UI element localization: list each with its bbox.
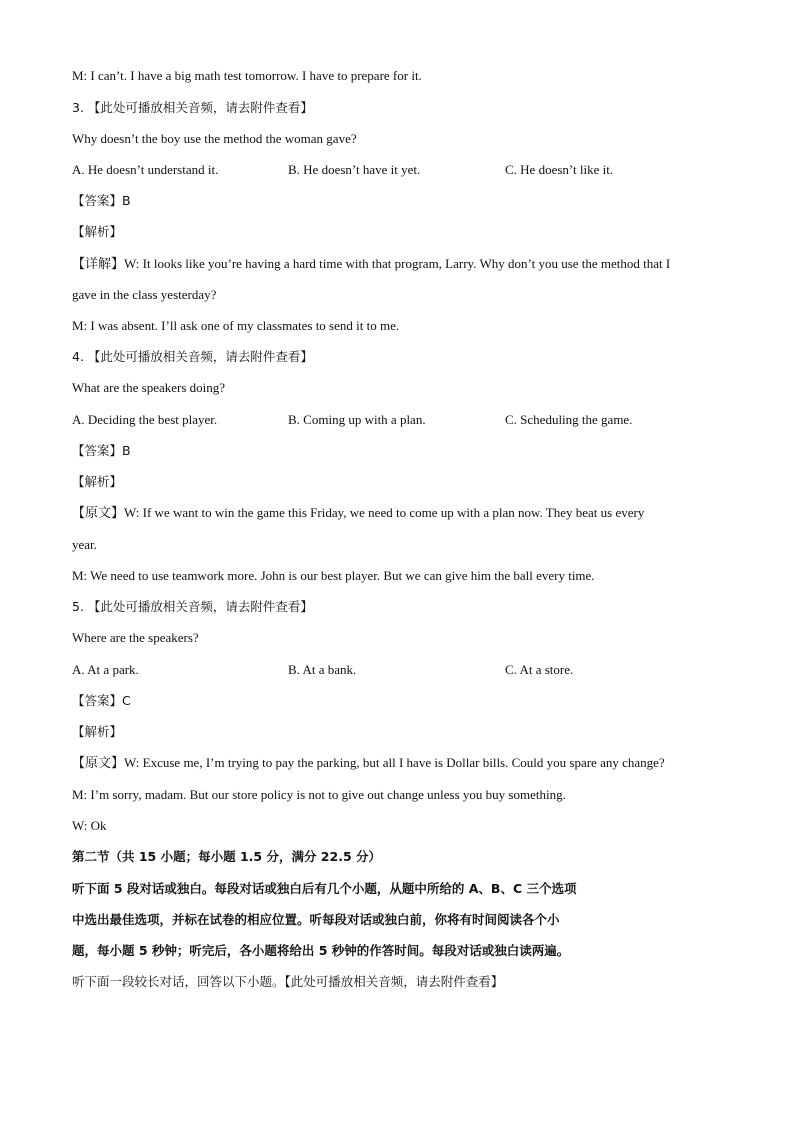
transcript-line: 【原文】W: Excuse me, I’m trying to pay the parking, but all I have is Dollar bills. Could you spare any change? (72, 755, 665, 770)
question-3-heading[interactable]: 3. 【此处可播放相关音频，请去附件查看】 (72, 100, 313, 115)
section-2-instruction: 题，每小题 5 秒钟；听完后，各小题将给出 5 秒钟的作答时间。每段对话或独白读两遍。 (72, 943, 570, 958)
option-b: B. He doesn’t have it yet. (288, 162, 421, 177)
option-c: C. Scheduling the game. (505, 412, 633, 427)
analysis-label: 【解析】 (72, 724, 123, 739)
answer-label: 【答案】B (72, 193, 131, 208)
question-3-text: Why doesn’t the boy use the method the woman gave? (72, 131, 357, 146)
option-b: B. Coming up with a plan. (288, 412, 426, 427)
question-5-heading[interactable]: 5. 【此处可播放相关音频，请去附件查看】 (72, 599, 313, 614)
transcript-line: M: I’m sorry, madam. But our store policy is not to give out change unless you buy something. (72, 787, 566, 802)
transcript-line: M: We need to use teamwork more. John is our best player. But we can give him the ball every time. (72, 568, 595, 583)
analysis-label: 【解析】 (72, 474, 123, 489)
option-c: C. He doesn’t like it. (505, 162, 614, 177)
transcript-line: 【原文】W: If we want to win the game this Friday, we need to come up with a plan now. They beat us every (72, 505, 645, 520)
section-2-instruction: 听下面 5 段对话或独白。每段对话或独白后有几个小题，从题中所给的 A、B、C 三个选项 (72, 881, 577, 896)
option-a: A. He doesn’t understand it. (72, 162, 219, 177)
analysis-label: 【解析】 (72, 224, 123, 239)
transcript-line: W: Ok (72, 818, 107, 833)
option-a: A. At a park. (72, 662, 139, 677)
question-5-text: Where are the speakers? (72, 630, 199, 645)
detail-line: gave in the class yesterday? (72, 287, 217, 302)
answer-label: 【答案】B (72, 443, 131, 458)
answer-label: 【答案】C (72, 693, 131, 708)
dialogue-line: M: I can’t. I have a big math test tomorrow. I have to prepare for it. (72, 68, 422, 83)
question-4-text: What are the speakers doing? (72, 380, 226, 395)
dialogue-line: M: I was absent. I’ll ask one of my classmates to send it to me. (72, 318, 400, 333)
option-a: A. Deciding the best player. (72, 412, 218, 427)
detail-line: 【详解】W: It looks like you’re having a hard time with that program, Larry. Why don’t you use the method that I (72, 256, 671, 271)
long-dialogue-intro[interactable]: 听下面一段较长对话，回答以下小题。【此处可播放相关音频，请去附件查看】 (72, 974, 504, 989)
transcript-line: year. (72, 537, 97, 552)
section-2-title: 第二节（共 15 小题；每小题 1.5 分，满分 22.5 分） (72, 849, 381, 864)
option-c: C. At a store. (505, 662, 574, 677)
question-4-heading[interactable]: 4. 【此处可播放相关音频，请去附件查看】 (72, 349, 313, 364)
option-b: B. At a bank. (288, 662, 357, 677)
section-2-instruction: 中选出最佳选项，并标在试卷的相应位置。听每段对话或独白前，你将有时间阅读各个小 (72, 912, 560, 927)
